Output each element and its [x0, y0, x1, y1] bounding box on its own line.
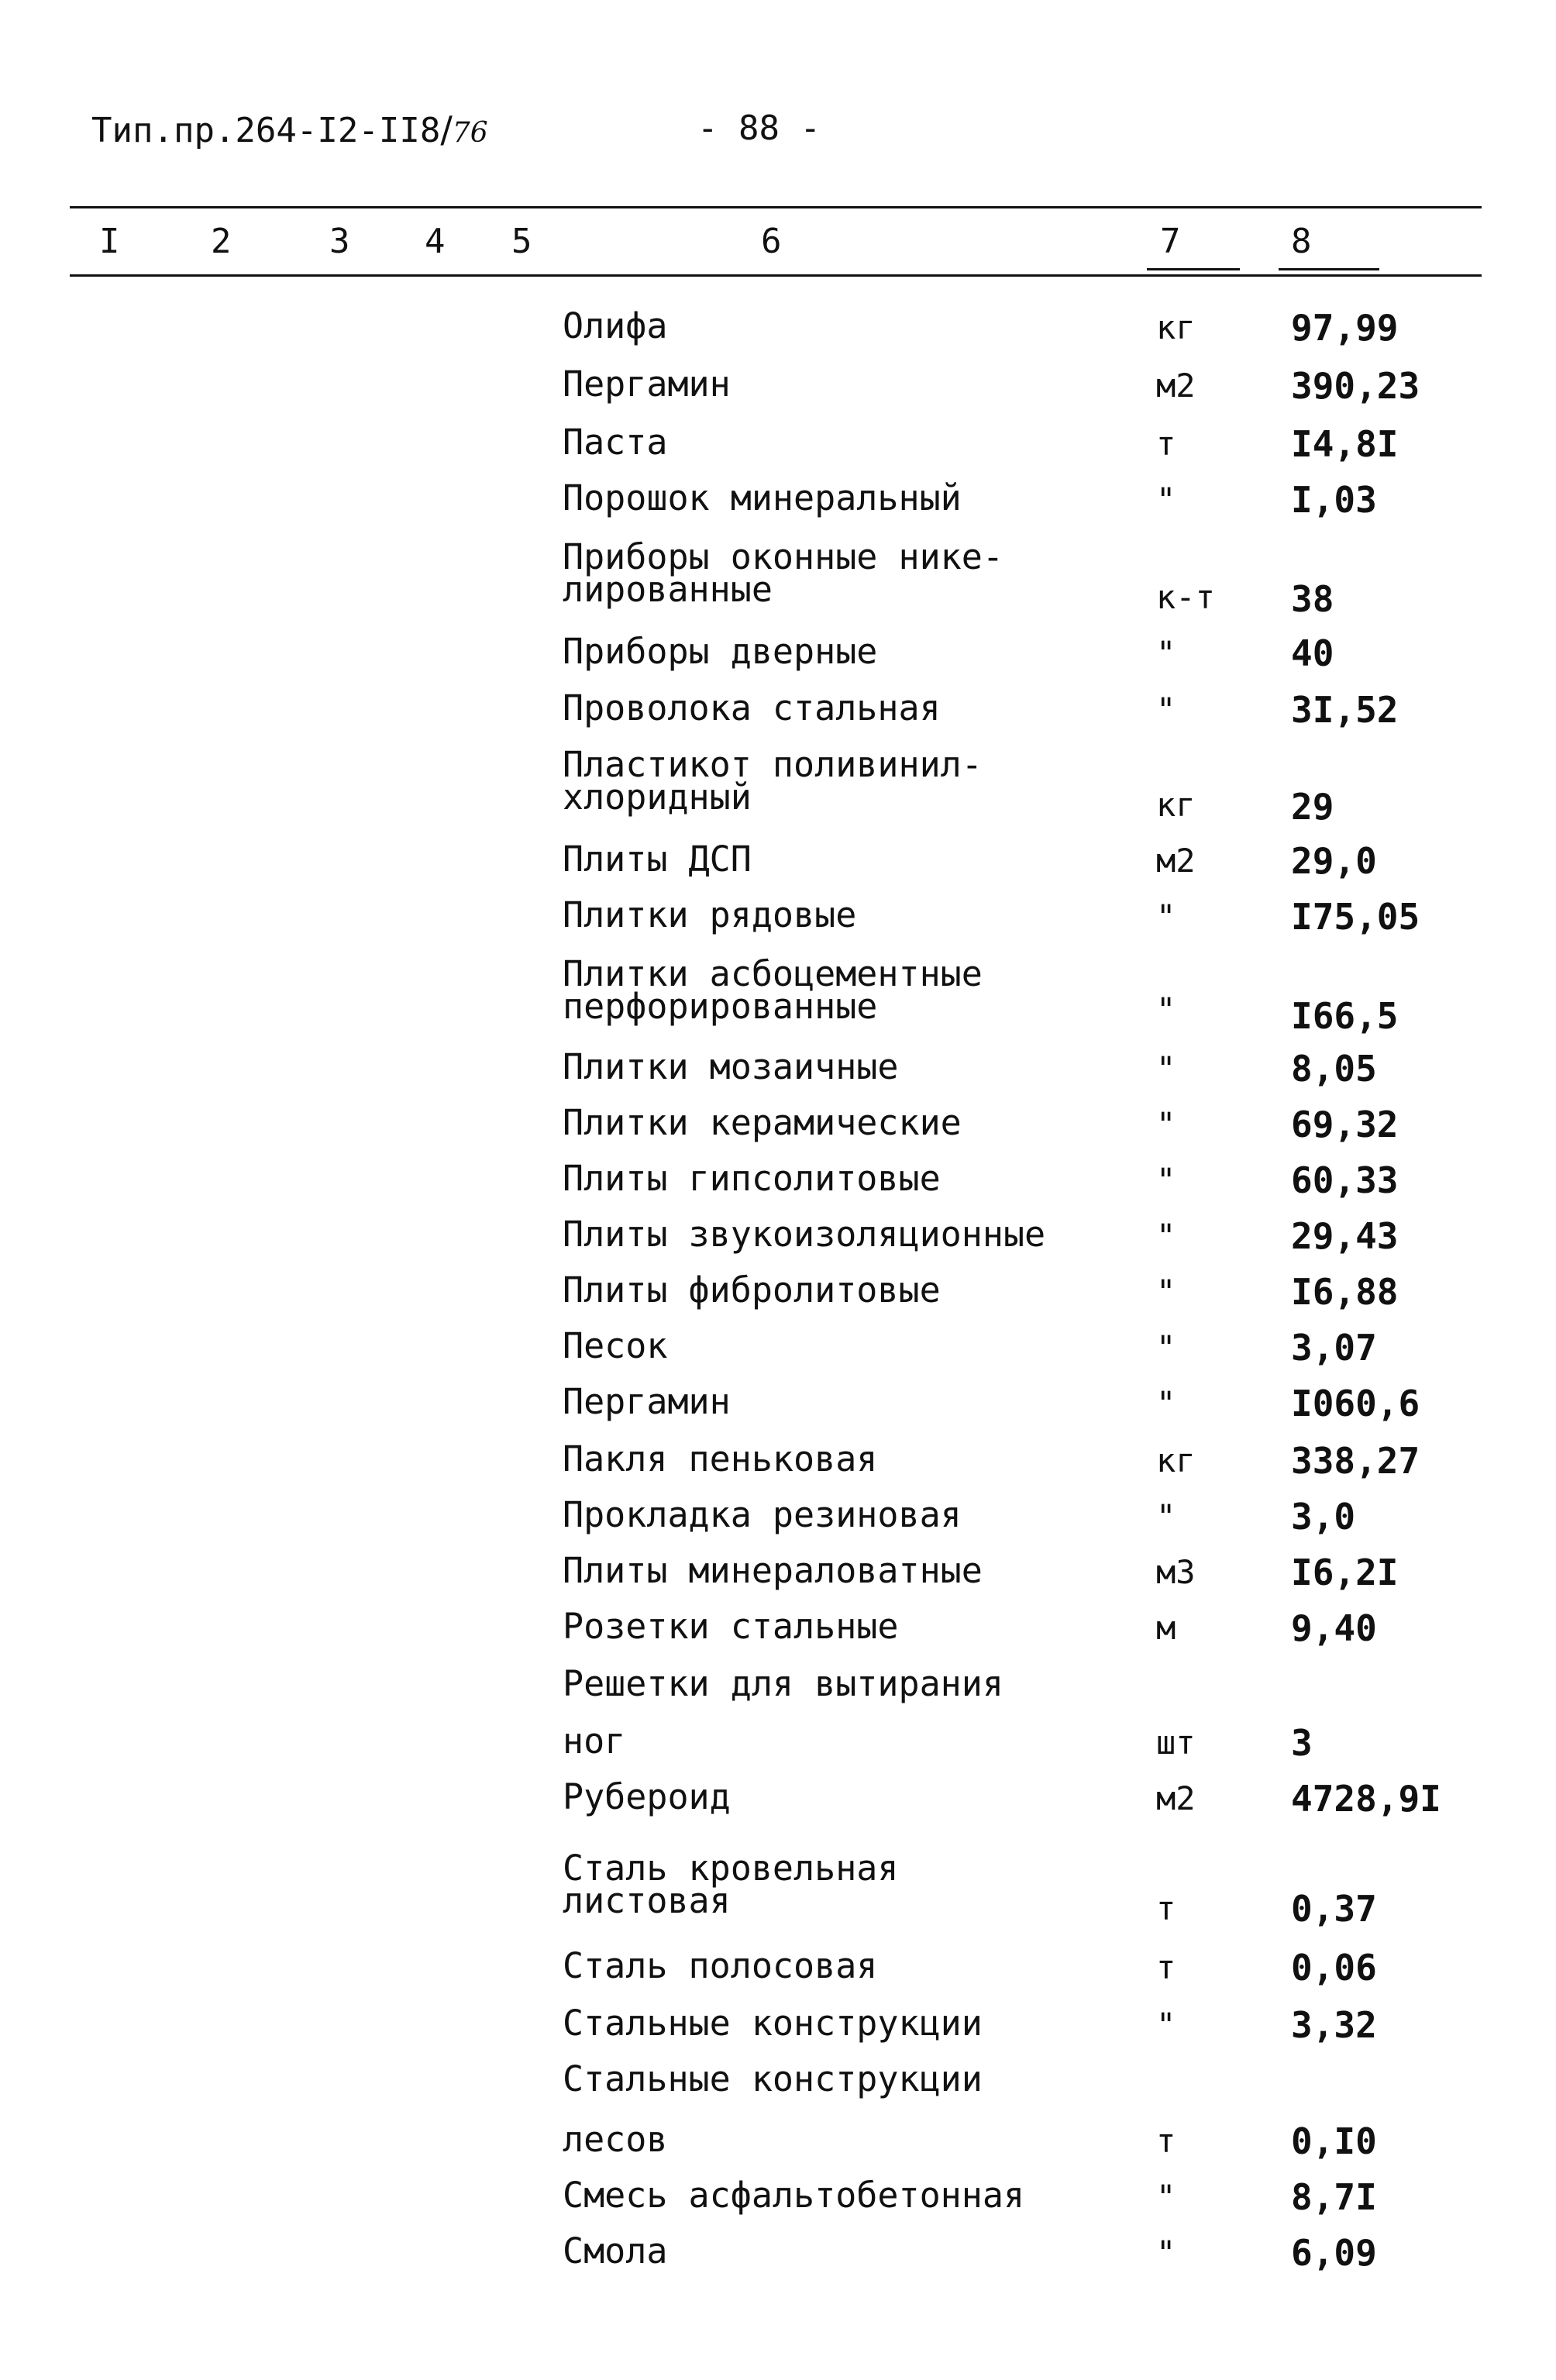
- table-row: [0, 1663, 1556, 1714]
- unit: т: [1156, 1948, 1176, 1986]
- quantity: I66,5: [1291, 995, 1399, 1037]
- material-name: Плиты гипсолитовые: [563, 1158, 941, 1199]
- unit: ": [1156, 897, 1176, 935]
- table-row: [0, 1158, 1556, 1209]
- material-name: Приборы дверные: [563, 631, 878, 672]
- page-number: - 88 -: [697, 108, 821, 148]
- material-name: Приборы оконные нике- лированные: [563, 536, 1003, 610]
- table-row: [0, 631, 1556, 682]
- material-name: Плитки асбоцементные перфорированные: [563, 953, 983, 1027]
- unit: ": [1156, 1384, 1176, 1422]
- material-name: Плиты фибролитовые: [563, 1269, 941, 1311]
- unit: ": [1156, 1217, 1176, 1255]
- quantity: 29: [1291, 786, 1334, 828]
- table-row: [0, 305, 1556, 356]
- unit: м3: [1156, 1553, 1196, 1591]
- material-name: лесов: [563, 2119, 668, 2160]
- unit: т: [1156, 2122, 1176, 2160]
- material-name: Стальные конструкции: [563, 2003, 983, 2044]
- table-row: [0, 1945, 1556, 1996]
- quantity: 3,32: [1291, 2004, 1377, 2046]
- table-row: [0, 744, 1556, 828]
- unit: т: [1156, 425, 1176, 463]
- quantity: 0,I0: [1291, 2120, 1377, 2162]
- table-row: [0, 1046, 1556, 1097]
- table-header-bottom-rule: [70, 274, 1482, 277]
- quantity: 338,27: [1291, 1440, 1420, 1482]
- unit: кг: [1156, 1441, 1196, 1479]
- quantity: 390,23: [1291, 365, 1420, 407]
- table-row: [0, 1102, 1556, 1153]
- table-row: [0, 2175, 1556, 2226]
- quantity: I6,88: [1291, 1271, 1399, 1313]
- column-header-7: 7: [1160, 222, 1181, 261]
- quantity: 8,7I: [1291, 2176, 1377, 2218]
- table-row: [0, 2058, 1556, 2110]
- quantity: 38: [1291, 578, 1334, 620]
- unit: ": [1156, 1273, 1176, 1311]
- unit: ": [1156, 2006, 1176, 2044]
- table-row: [0, 839, 1556, 890]
- material-name: Плитки рядовые: [563, 894, 857, 935]
- table-row: [0, 1214, 1556, 1265]
- column-header-4: 4: [425, 222, 446, 261]
- table-row: [0, 1269, 1556, 1321]
- table-row: [0, 953, 1556, 1037]
- unit: кг: [1156, 308, 1196, 346]
- material-name: Смола: [563, 2230, 668, 2272]
- table-row: [0, 2003, 1556, 2054]
- quantity: 29,43: [1291, 1215, 1399, 1257]
- material-name: Паста: [563, 422, 668, 463]
- table-row: [0, 1848, 1556, 1930]
- material-name: Плиты минераловатные: [563, 1550, 983, 1591]
- material-name: Пергамин: [563, 1381, 731, 1422]
- column-header-8: 8: [1291, 222, 1312, 261]
- column-header-3: 3: [329, 222, 350, 261]
- table-row: [0, 1494, 1556, 1545]
- table-row: [0, 422, 1556, 473]
- material-name: ног: [563, 1720, 626, 1762]
- document-code-suffix: 76: [452, 117, 488, 149]
- material-name: Плиты звукоизоляционные: [563, 1214, 1046, 1255]
- unit: к-т: [1156, 578, 1215, 616]
- material-name: Прокладка резиновая: [563, 1494, 962, 1535]
- quantity: I75,05: [1291, 896, 1420, 938]
- quantity: 8,05: [1291, 1048, 1377, 1090]
- material-name: Проволока стальная: [563, 687, 941, 728]
- quantity: 4728,9I: [1291, 1778, 1441, 1820]
- material-name: Розетки стальные: [563, 1606, 899, 1647]
- unit: ": [1156, 2234, 1176, 2272]
- unit: шт: [1156, 1724, 1196, 1762]
- table-row: [0, 1381, 1556, 1432]
- material-name: Сталь полосовая: [563, 1945, 878, 1986]
- unit: м2: [1156, 1779, 1196, 1817]
- column-header-1: I: [99, 222, 120, 261]
- unit: ": [1156, 990, 1176, 1028]
- unit: м2: [1156, 367, 1196, 405]
- material-name: Плитки мозаичные: [563, 1046, 899, 1087]
- quantity: 0,06: [1291, 1947, 1377, 1989]
- material-name: Плитки керамические: [563, 1102, 962, 1143]
- material-name: Пакля пеньковая: [563, 1438, 878, 1479]
- table-row: [0, 1438, 1556, 1490]
- unit: ": [1156, 2178, 1176, 2216]
- table-row: [0, 1720, 1556, 1772]
- quantity: I4,8I: [1291, 423, 1399, 465]
- quantity: 97,99: [1291, 307, 1399, 349]
- table-row: [0, 1325, 1556, 1376]
- quantity: 3,07: [1291, 1327, 1377, 1369]
- unit: т: [1156, 1889, 1176, 1927]
- quantity: I060,6: [1291, 1383, 1420, 1424]
- column-header-6: 6: [761, 222, 782, 261]
- column-header-2: 2: [211, 222, 232, 261]
- material-name: Смесь асфальтобетонная: [563, 2175, 1025, 2216]
- unit: ": [1156, 634, 1176, 672]
- unit: кг: [1156, 786, 1196, 824]
- page-header: [0, 0, 1556, 201]
- table-row: [0, 363, 1556, 415]
- table-row: [0, 1606, 1556, 1657]
- table-row: [0, 894, 1556, 945]
- table-row: [0, 1776, 1556, 1827]
- table-header: [0, 201, 1556, 287]
- quantity: 3: [1291, 1722, 1313, 1764]
- column-7-underline: [1147, 268, 1240, 270]
- table-row: [0, 2119, 1556, 2170]
- quantity: 9,40: [1291, 1607, 1377, 1649]
- unit: ": [1156, 1105, 1176, 1143]
- material-name: Решетки для вытирания: [563, 1663, 1003, 1704]
- material-name: Пластикот поливинил- хлоридный: [563, 744, 983, 818]
- material-name: Порошок минеральный: [563, 477, 962, 518]
- material-name: Олифа: [563, 305, 668, 346]
- table-row: [0, 2230, 1556, 2282]
- column-8-underline: [1279, 268, 1379, 270]
- quantity: 69,32: [1291, 1104, 1399, 1145]
- material-name: Рубероид: [563, 1776, 731, 1817]
- unit: ": [1156, 1049, 1176, 1087]
- material-name: Пергамин: [563, 363, 731, 405]
- quantity: I,03: [1291, 479, 1377, 521]
- unit: ": [1156, 1161, 1176, 1199]
- material-name: Сталь кровельная листовая: [563, 1848, 899, 1921]
- quantity: I6,2I: [1291, 1552, 1399, 1593]
- unit: м: [1156, 1609, 1176, 1647]
- unit: ": [1156, 1328, 1176, 1366]
- quantity: 29,0: [1291, 840, 1377, 882]
- table-row: [0, 536, 1556, 620]
- table-row: [0, 477, 1556, 529]
- unit: ": [1156, 1497, 1176, 1535]
- quantity: 0,37: [1291, 1888, 1377, 1930]
- material-name: Стальные конструкции: [563, 2058, 983, 2099]
- document-code-main: Тип.пр.264-I2-II8: [91, 111, 441, 150]
- table-row: [0, 1550, 1556, 1601]
- column-header-5: 5: [511, 222, 532, 261]
- table-row: [0, 687, 1556, 739]
- quantity: 3I,52: [1291, 689, 1399, 731]
- material-name: Песок: [563, 1325, 668, 1366]
- material-name: Плиты ДСП: [563, 839, 752, 880]
- table-top-rule: [70, 206, 1482, 208]
- quantity: 6,09: [1291, 2232, 1377, 2274]
- quantity: 60,33: [1291, 1159, 1399, 1201]
- quantity: 3,0: [1291, 1496, 1356, 1538]
- quantity: 40: [1291, 632, 1334, 674]
- unit: ": [1156, 691, 1176, 728]
- document-code-separator: /: [440, 108, 453, 150]
- unit: ": [1156, 480, 1176, 518]
- document-code: [91, 108, 488, 150]
- unit: м2: [1156, 842, 1196, 880]
